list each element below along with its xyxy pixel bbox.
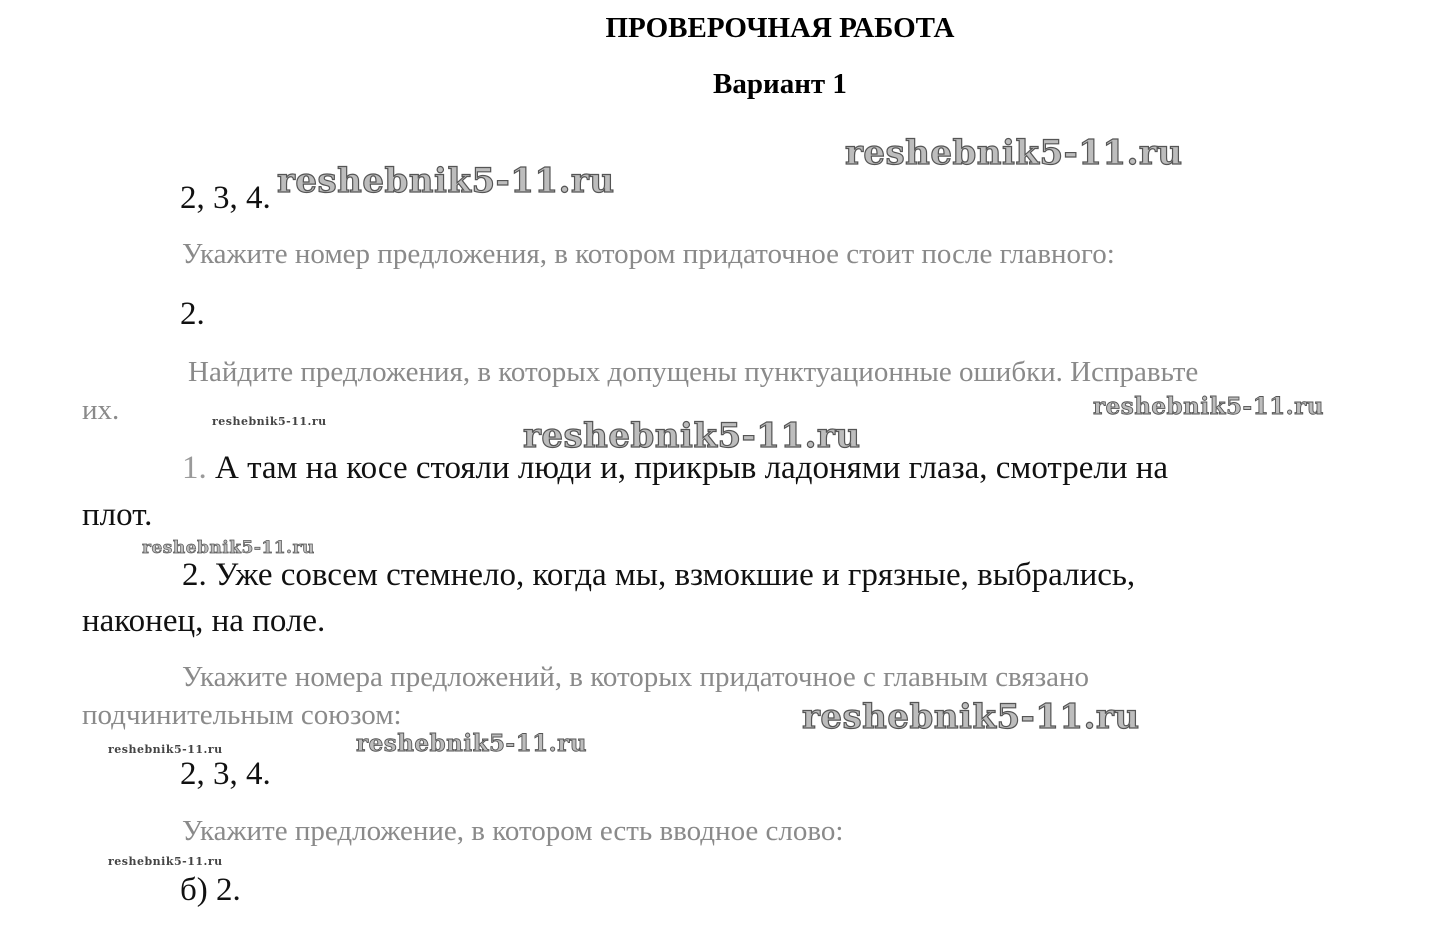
watermark: reshebnik5-11.ru xyxy=(845,133,1183,173)
question-2: Укажите номер предложения, в котором придаточное стоит после главного: xyxy=(182,238,1115,270)
watermark: reshebnik5-11.ru xyxy=(277,161,615,201)
question-4-line-2: подчинительным союзом: xyxy=(82,699,402,731)
page-title: ПРОВЕРОЧНАЯ РАБОТА xyxy=(605,12,955,44)
question-3-line-2: их. xyxy=(82,394,120,426)
watermark: reshebnik5-11.ru xyxy=(523,416,861,456)
sentence-2-line-1: 2. Уже совсем стемнело, когда мы, взмокшие и грязные, выбрались, xyxy=(182,557,1136,593)
answer-5: б) 2. xyxy=(180,872,241,908)
watermark: reshebnik5-11.ru xyxy=(802,697,1140,737)
sentence-1-number: 1. xyxy=(182,450,207,486)
sentence-1-text: А там на косе стояли люди и, прикрыв ладонями глаза, смотрели на xyxy=(215,450,1169,486)
watermark: reshebnik5-11.ru xyxy=(1093,393,1324,420)
watermark: reshebnik5-11.ru xyxy=(212,415,327,428)
answer-2: 2. xyxy=(180,296,205,332)
watermark: reshebnik5-11.ru xyxy=(108,855,223,868)
answer-1: 2, 3, 4. xyxy=(180,180,271,216)
question-3-line-1: Найдите предложения, в которых допущены пунктуационные ошибки. Исправьте xyxy=(188,356,1199,388)
watermark: reshebnik5-11.ru xyxy=(142,538,315,558)
question-4-line-1: Укажите номера предложений, в которых придаточное с главным связано xyxy=(182,661,1090,693)
watermark: reshebnik5-11.ru xyxy=(108,743,223,756)
watermark: reshebnik5-11.ru xyxy=(356,730,587,757)
variant-heading: Вариант 1 xyxy=(713,68,847,100)
answer-4: 2, 3, 4. xyxy=(180,756,271,792)
sentence-2-line-2: наконец, на поле. xyxy=(82,603,326,639)
question-5: Укажите предложение, в котором есть вводное слово: xyxy=(182,815,844,847)
sentence-1-line-2: плот. xyxy=(82,497,153,533)
